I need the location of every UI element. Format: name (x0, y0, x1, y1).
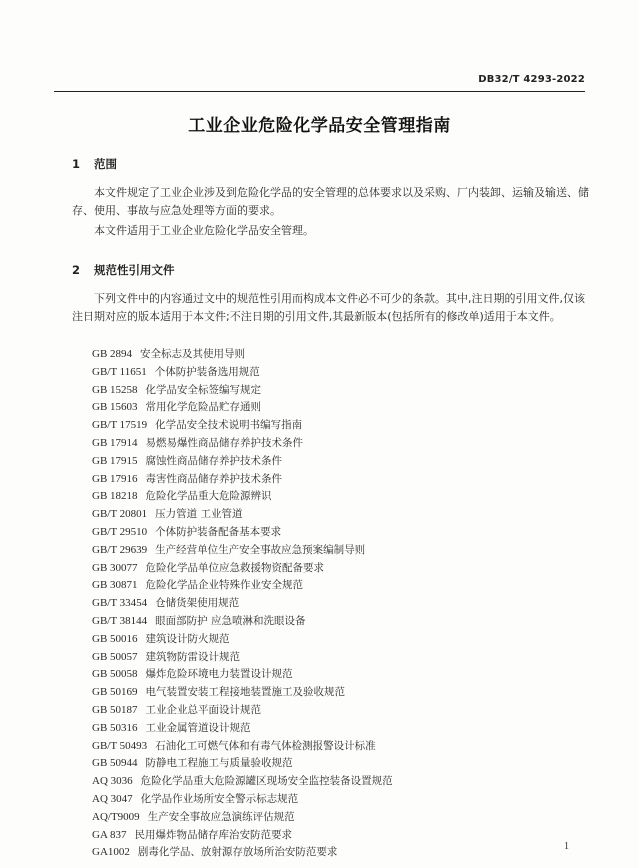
reference-title: 石油化工可燃气体和有毒气体检测报警设计标准 (155, 739, 376, 752)
reference-item (92, 488, 393, 506)
reference-code: GA1002 (92, 846, 130, 859)
reference-code: GB 50187 (92, 703, 138, 716)
reference-item (92, 417, 393, 435)
reference-title: 生产安全事故应急演练评估规范 (147, 810, 295, 823)
reference-code: GB 50016 (92, 632, 138, 645)
reference-title: 工业企业总平面设计规范 (145, 703, 262, 716)
reference-code: GB 30871 (92, 579, 138, 592)
reference-item (92, 382, 393, 400)
reference-code: GB 17914 (92, 436, 138, 449)
reference-title: 腐蚀性商品储存养护技术条件 (145, 454, 283, 467)
header-rule (54, 91, 585, 92)
section-title: 规范性引用文件 (94, 263, 175, 277)
section-1-paragraph-2 (72, 222, 590, 240)
section-2-heading (72, 262, 175, 278)
reference-item (92, 471, 393, 489)
reference-item (92, 773, 393, 791)
reference-item (92, 666, 393, 684)
reference-title: 建筑设计防火规范 (145, 632, 230, 645)
reference-title: 安全标志及其使用导则 (140, 348, 246, 360)
reference-item (92, 542, 393, 560)
reference-item (92, 346, 393, 364)
reference-code: AQ 3036 (92, 775, 133, 788)
reference-code: AQ 3047 (92, 792, 133, 805)
reference-item (92, 827, 393, 845)
reference-item (92, 524, 393, 542)
reference-title: 压力管道 工业管道 (155, 508, 243, 521)
reference-code: GB 2894 (92, 348, 133, 360)
reference-code: GB 50057 (92, 650, 138, 663)
reference-item (92, 560, 393, 578)
reference-code: GB/T 38144 (92, 614, 148, 627)
reference-title: 工业金属管道设计规范 (145, 721, 251, 734)
reference-code: AQ/T9009 (92, 810, 140, 823)
reference-item (92, 649, 393, 667)
reference-item (92, 738, 393, 756)
reference-item (92, 399, 393, 417)
reference-code: GB 18218 (92, 490, 138, 503)
reference-title: 生产经营单位生产安全事故应急预案编制导则 (155, 543, 366, 556)
reference-title: 化学品作业场所安全警示标志规范 (140, 792, 299, 805)
reference-title: 易燃易爆性商品储存养护技术条件 (145, 436, 304, 449)
reference-code: GB 15258 (92, 383, 138, 396)
reference-code: GB 50058 (92, 668, 138, 681)
reference-item (92, 364, 393, 382)
reference-title: 危险化学品企业特殊作业安全规范 (145, 579, 304, 592)
reference-item (92, 613, 393, 631)
reference-code: GB/T 17519 (92, 419, 148, 432)
reference-item (92, 506, 393, 524)
section-1-heading (72, 156, 117, 172)
section-1-paragraph-1 (72, 184, 590, 220)
paragraph-text: 下列文件中的内容通过文中的规范性引用而构成本文件必不可少的条款。其中,注日期的引用文件,仅该注日期对应的版本适用于本文件;不注日期的引用文件,其最新版本(包括所有的修改单)适用于本文件。 (72, 292, 585, 323)
reference-code: GB/T 29510 (92, 525, 148, 538)
reference-code: GB 15603 (92, 401, 138, 414)
reference-title: 爆炸危险环境电力装置设计规范 (145, 668, 293, 681)
document-title: 工业企业危险化学品安全管理指南 (188, 116, 451, 136)
section-number: 2 (72, 263, 81, 277)
reference-title: 毒害性商品储存养护技术条件 (145, 472, 283, 485)
page-number: 1 (564, 841, 569, 852)
reference-code: GB 30077 (92, 561, 138, 574)
reference-code: GB 50944 (92, 757, 138, 770)
section-number: 1 (72, 157, 81, 171)
section-title: 范围 (94, 157, 117, 171)
reference-item (92, 435, 393, 453)
reference-code: GB/T 20801 (92, 508, 148, 521)
reference-title: 建筑物防雷设计规范 (145, 650, 241, 663)
reference-title: 危险化学品重大危险源罐区现场安全监控装备设置规范 (140, 775, 393, 788)
reference-title: 个体防护装备配备基本要求 (155, 525, 282, 538)
reference-title: 防静电工程施工与质量验收规范 (145, 757, 293, 770)
reference-item (92, 631, 393, 649)
reference-item (92, 844, 393, 862)
reference-code: GB 50316 (92, 721, 138, 734)
reference-title: 常用化学危险品贮存通则 (145, 401, 262, 414)
reference-title: 仓储货架使用规范 (155, 597, 240, 610)
reference-code: GB/T 29639 (92, 543, 148, 556)
reference-title: 眼面部防护 应急喷淋和洗眼设备 (155, 614, 306, 627)
reference-title: 电气装置安装工程接地装置施工及验收规范 (145, 686, 346, 699)
reference-item (92, 809, 393, 827)
paragraph-text: 本文件规定了工业企业涉及到危险化学品的安全管理的总体要求以及采购、厂内装卸、运输及输送、储存、使用、事故与应急处理等方面的要求。 (72, 186, 589, 217)
reference-code: GB 17916 (92, 472, 138, 485)
paragraph-text: 本文件适用于工业企业危险化学品安全管理。 (94, 224, 314, 237)
reference-code: GB/T 11651 (92, 365, 147, 378)
reference-list (92, 346, 393, 862)
reference-item (92, 702, 393, 720)
reference-item (92, 791, 393, 809)
reference-title: 民用爆炸物品储存库治安防范要求 (134, 828, 293, 841)
reference-code: GB 17915 (92, 454, 138, 467)
document-code: DB32/T 4293-2022 (478, 74, 585, 85)
reference-title: 个体防护装备选用规范 (154, 365, 260, 378)
reference-item (92, 453, 393, 471)
reference-item (92, 755, 393, 773)
reference-code: GB/T 50493 (92, 739, 148, 752)
reference-code: GA 837 (92, 828, 127, 841)
reference-item (92, 720, 393, 738)
reference-item (92, 684, 393, 702)
reference-title: 剧毒化学品、放射源存放场所治安防范要求 (137, 846, 338, 859)
reference-item (92, 577, 393, 595)
reference-title: 化学品安全标签编写规定 (145, 383, 262, 396)
reference-item (92, 595, 393, 613)
section-2-paragraph-1 (72, 290, 590, 326)
reference-code: GB 50169 (92, 686, 138, 699)
reference-title: 危险化学品重大危险源辨识 (145, 490, 272, 503)
reference-title: 化学品安全技术说明书编写指南 (155, 419, 303, 432)
reference-code: GB/T 33454 (92, 597, 148, 610)
reference-title: 危险化学品单位应急救援物资配备要求 (145, 561, 325, 574)
